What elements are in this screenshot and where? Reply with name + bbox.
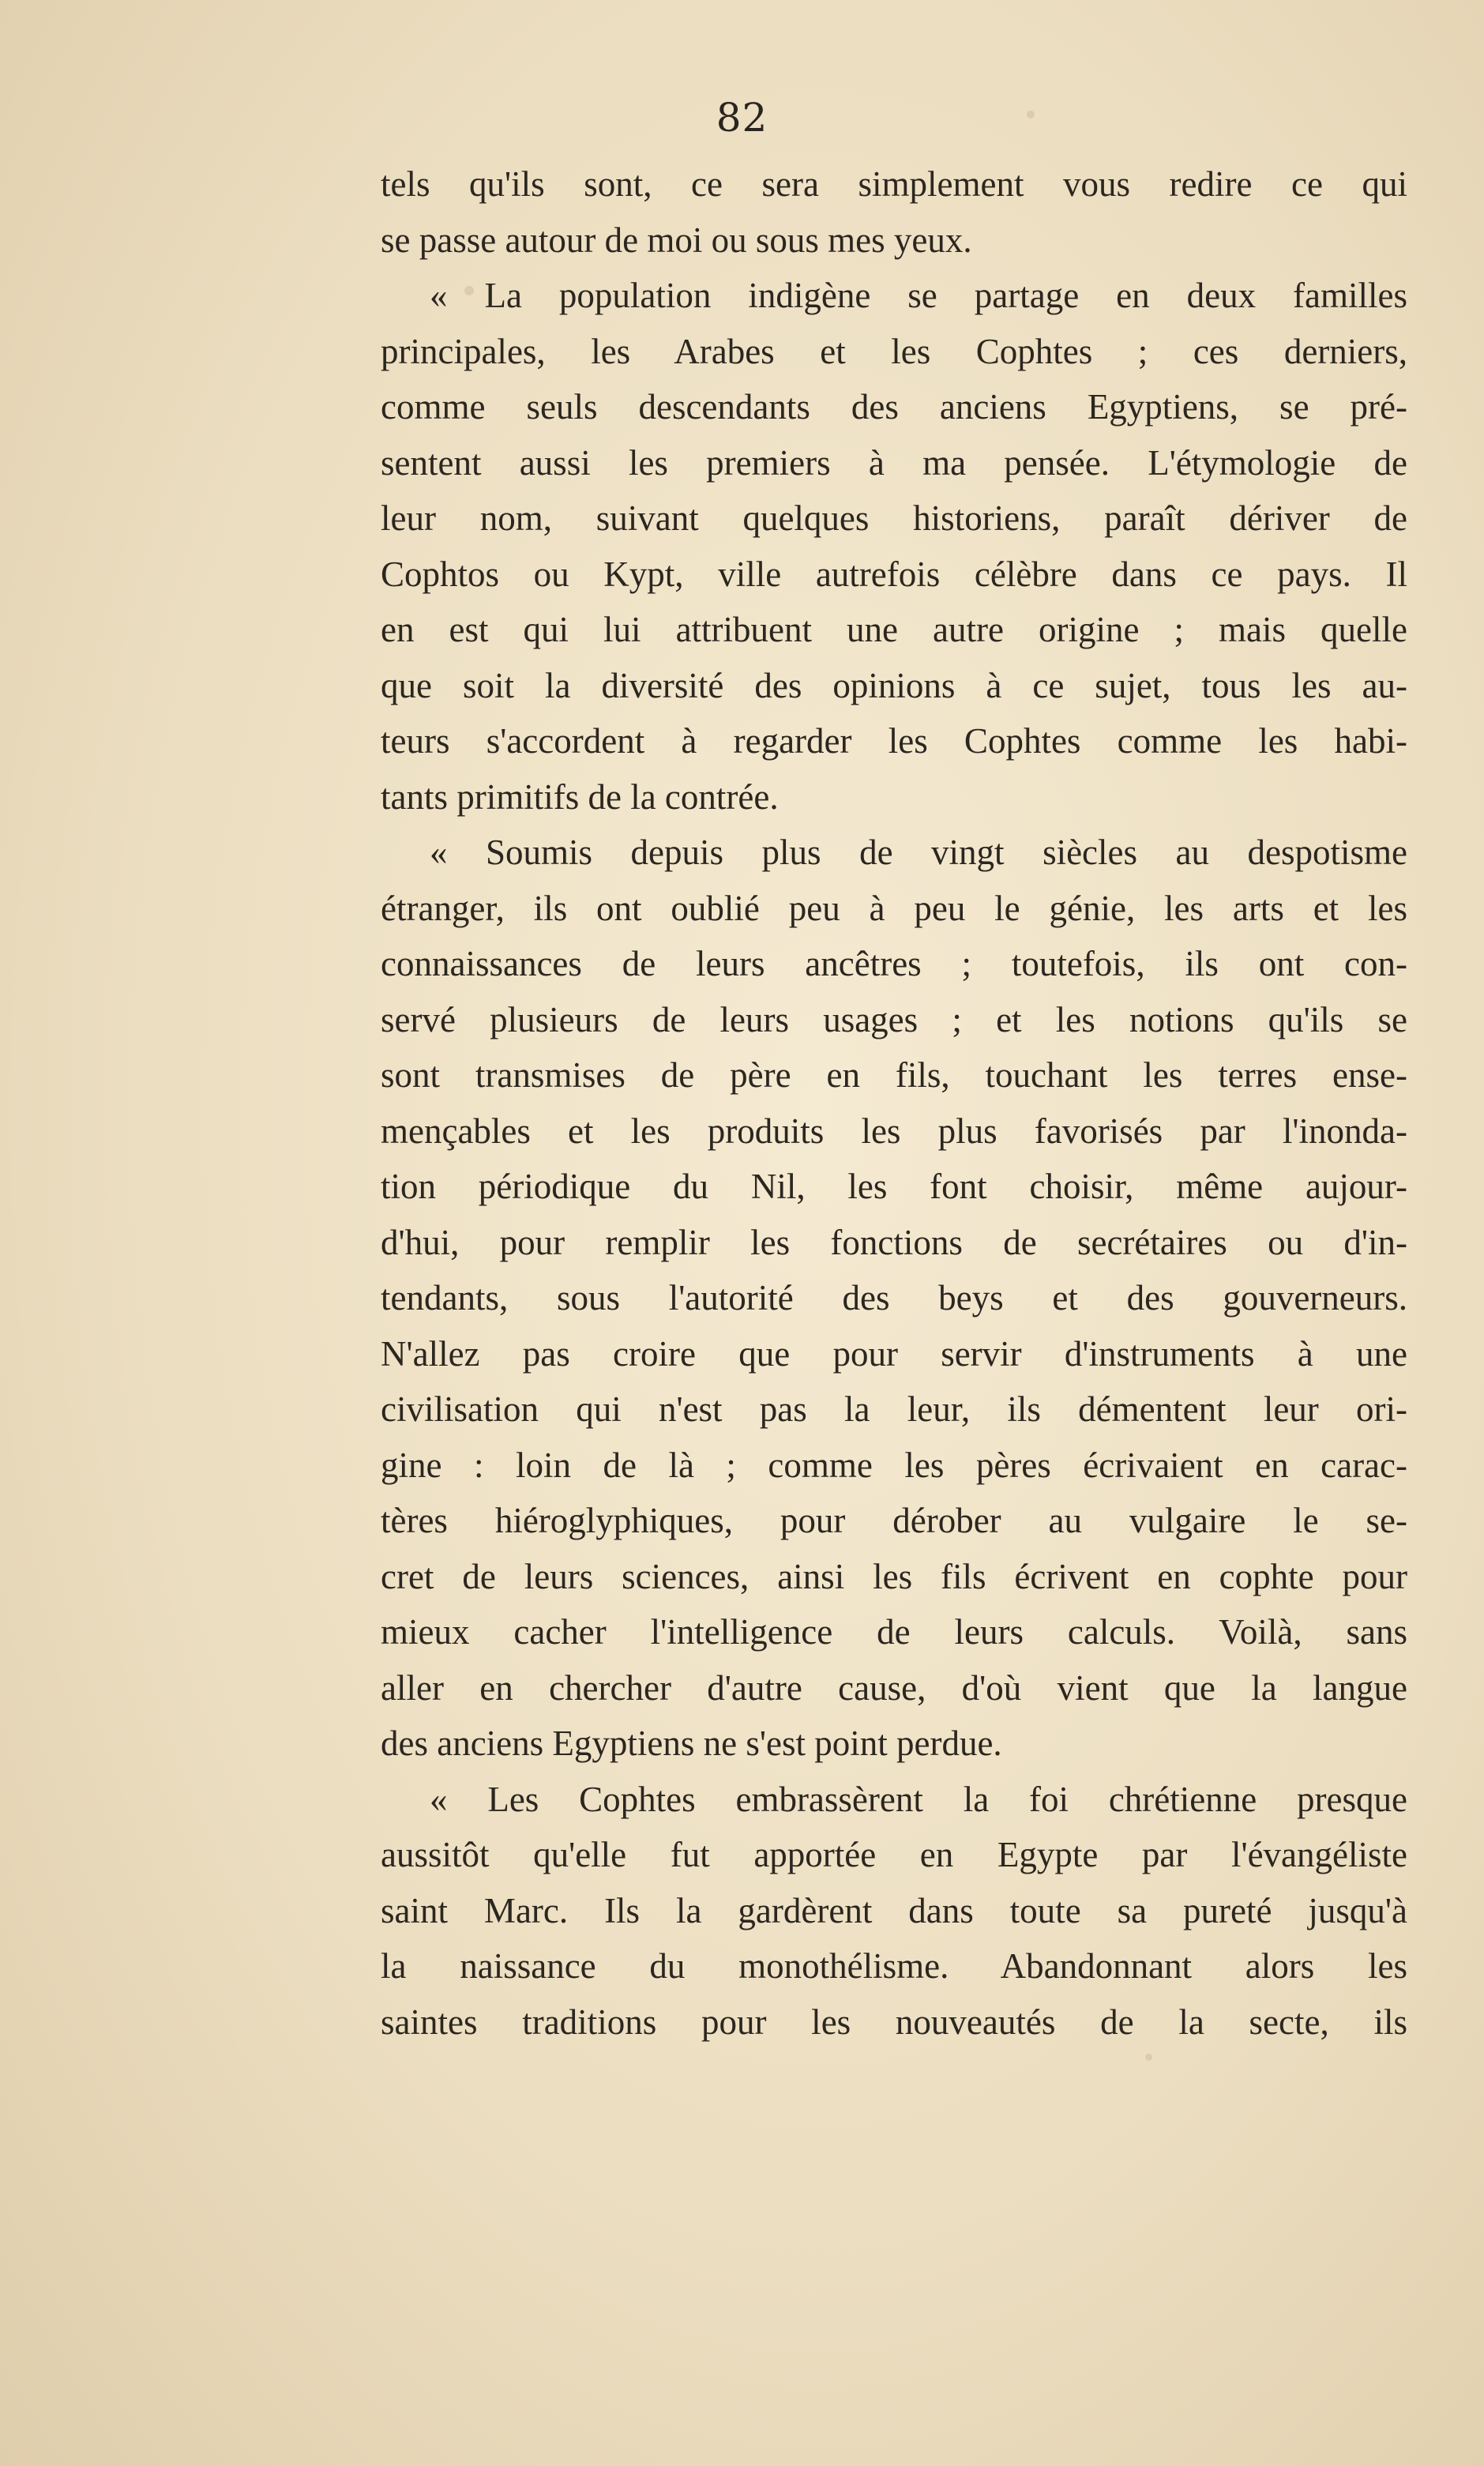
text-line: mençables et les produits les plus favorisés par l'inonda- <box>381 1111 1407 1151</box>
text-line: des anciens Egyptiens ne s'est point perdue. <box>381 1724 1002 1763</box>
text-line: sont transmises de père en fils, touchant les terres ense- <box>381 1055 1407 1095</box>
text-line: que soit la diversité des opinions à ce sujet, tous les au- <box>381 665 1407 705</box>
text-line: aussitôt qu'elle fut apportée en Egypte par l'évangéliste <box>381 1835 1407 1874</box>
page-number: 82 <box>716 95 768 141</box>
text-line: « Les Cophtes embrassèrent la foi chrétienne presque <box>430 1779 1407 1819</box>
body-text <box>381 156 1407 2050</box>
text-line: cret de leurs sciences, ainsi les fils écrivent en cophte pour <box>381 1556 1407 1596</box>
text-line: saint Marc. Ils la gardèrent dans toute sa pureté jusqu'à <box>381 1890 1407 1930</box>
text-line: teurs s'accordent à regarder les Cophtes comme les habi- <box>381 721 1407 761</box>
paper-stain <box>1145 2054 1152 2061</box>
text-line: d'hui, pour remplir les fonctions de secrétaires ou d'in- <box>381 1222 1407 1262</box>
text-line: « La population indigène se partage en deux familles <box>430 276 1407 315</box>
text-line: « Soumis depuis plus de vingt siècles au despotisme <box>430 833 1407 872</box>
text-line: mieux cacher l'intelligence de leurs calculs. Voilà, sans <box>381 1612 1407 1652</box>
text-line: N'allez pas croire que pour servir d'instruments à une <box>381 1333 1407 1374</box>
text-line: civilisation qui n'est pas la leur, ils démentent leur ori- <box>381 1389 1407 1429</box>
text-line: la naissance du monothélisme. Abandonnant alors les <box>381 1946 1407 1986</box>
text-line: comme seuls descendants des anciens Egyptiens, se pré- <box>381 387 1407 427</box>
text-line: Cophtos ou Kypt, ville autrefois célèbre dans ce pays. Il <box>381 554 1407 594</box>
text-line: se passe autour de moi ou sous mes yeux. <box>381 220 972 260</box>
text-line: tels qu'ils sont, ce sera simplement vous redire ce qui <box>381 164 1407 204</box>
text-line: tendants, sous l'autorité des beys et des gouverneurs. <box>381 1278 1407 1318</box>
text-line: tères hiéroglyphiques, pour dérober au vulgaire le se- <box>381 1501 1407 1540</box>
text-line: leur nom, suivant quelques historiens, paraît dériver de <box>381 498 1407 538</box>
text-line: connaissances de leurs ancêtres ; toutefois, ils ont con- <box>381 944 1407 983</box>
text-line: gine : loin de là ; comme les pères écrivaient en carac- <box>381 1445 1407 1485</box>
text-line: tion périodique du Nil, les font choisir, même aujour- <box>381 1167 1407 1206</box>
text-line: aller en chercher d'autre cause, d'où vient que la langue <box>381 1667 1407 1708</box>
text-line: en est qui lui attribuent une autre origine ; mais quelle <box>381 610 1407 649</box>
text-line: étranger, ils ont oublié peu à peu le génie, les arts et les <box>381 888 1407 928</box>
text-line: servé plusieurs de leurs usages ; et les notions qu'ils se <box>381 999 1407 1039</box>
text-line: tants primitifs de la contrée. <box>381 776 779 817</box>
text-line: principales, les Arabes et les Cophtes ; ces derniers, <box>381 331 1407 371</box>
text-line: saintes traditions pour les nouveautés de la secte, ils <box>381 2002 1407 2042</box>
text-line: sentent aussi les premiers à ma pensée. L'étymologie de <box>381 442 1407 483</box>
